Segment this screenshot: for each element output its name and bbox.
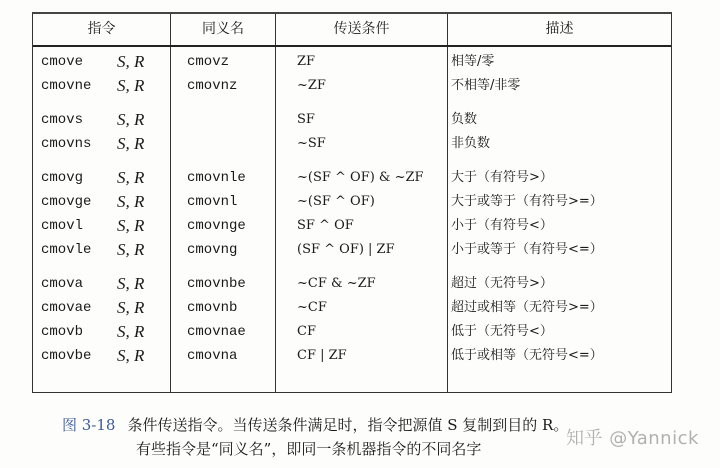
operands-cell: S, R	[117, 110, 145, 129]
instruction-table	[32, 12, 672, 393]
synonym-cell: cmovna	[187, 348, 238, 364]
figure-caption	[62, 413, 568, 461]
synonym-cell: cmovng	[187, 242, 238, 258]
condition-cell: (SF ^ OF) | ZF	[297, 242, 395, 257]
header-description: 描述	[545, 21, 574, 37]
operands-cell: S, R	[117, 134, 145, 153]
description-cell: 低于（无符号<）	[451, 324, 553, 339]
header-divider	[33, 45, 671, 47]
operands-cell: S, R	[117, 240, 145, 259]
description-cell: 小于（有符号<）	[451, 218, 553, 233]
condition-cell: ~CF & ~ZF	[297, 276, 376, 291]
instruction-cell: cmovbe	[41, 348, 92, 364]
table-row	[33, 74, 671, 98]
table-row	[33, 132, 671, 156]
synonym-cell: cmovnb	[187, 300, 238, 316]
header-instruction: 指令	[87, 21, 116, 37]
description-cell: 大于（有符号>）	[451, 170, 553, 185]
description-cell: 相等/零	[451, 54, 495, 69]
instruction-cell: cmovb	[41, 324, 84, 340]
instruction-cell: cmovns	[41, 136, 92, 152]
instruction-cell: cmovle	[41, 242, 92, 258]
table-row	[33, 214, 671, 238]
condition-cell: ~(SF ^ OF)	[297, 194, 375, 209]
condition-cell: CF | ZF	[297, 348, 347, 363]
condition-cell: ~ZF	[297, 78, 326, 93]
watermark: 知乎 @Yannick	[566, 428, 699, 449]
figure-label: 图 3-18	[62, 416, 116, 434]
description-cell: 非负数	[451, 136, 491, 151]
instruction-cell: cmova	[41, 276, 84, 292]
synonym-cell: cmovnz	[187, 78, 238, 94]
description-cell: 小于或等于（有符号<=）	[451, 242, 603, 257]
operands-cell: S, R	[117, 52, 145, 71]
header-condition: 传送条件	[333, 21, 390, 37]
operands-cell: S, R	[117, 168, 145, 187]
operands-cell: S, R	[117, 322, 145, 341]
table-row	[33, 166, 671, 190]
instruction-cell: cmovne	[41, 78, 92, 94]
instruction-cell: cmovs	[41, 112, 84, 128]
condition-cell: ZF	[297, 54, 316, 69]
instruction-cell: cmovl	[41, 218, 84, 234]
table-row	[33, 344, 671, 368]
table-row	[33, 272, 671, 296]
table-row	[33, 296, 671, 320]
operands-cell: S, R	[117, 216, 145, 235]
synonym-cell: cmovnge	[187, 218, 246, 234]
operands-cell: S, R	[117, 346, 145, 365]
synonym-cell: cmovnl	[187, 194, 238, 210]
synonym-cell: cmovnae	[187, 324, 246, 340]
operands-cell: S, R	[117, 298, 145, 317]
description-cell: 低于或相等（无符号<=）	[451, 348, 603, 363]
operands-cell: S, R	[117, 76, 145, 95]
condition-cell: ~(SF ^ OF) & ~ZF	[297, 170, 424, 185]
operands-cell: S, R	[117, 274, 145, 293]
description-cell: 大于或等于（有符号>=）	[451, 194, 603, 209]
table-row	[33, 190, 671, 214]
description-cell: 不相等/非零	[451, 78, 521, 93]
synonym-cell: cmovz	[187, 54, 230, 70]
instruction-cell: cmovg	[41, 170, 84, 186]
instruction-cell: cmove	[41, 54, 84, 70]
header-synonym: 同义名	[202, 21, 244, 37]
instruction-cell: cmovge	[41, 194, 92, 210]
caption-line-1: 条件传送指令。当传送条件满足时，指令把源值 S 复制到目的 R。	[127, 416, 569, 434]
condition-cell: SF	[297, 112, 315, 127]
caption-line-2: 有些指令是“同义名”，即同一条机器指令的不同名字	[136, 440, 482, 458]
condition-cell: ~CF	[297, 300, 327, 315]
instruction-cell: cmovae	[41, 300, 92, 316]
condition-cell: CF	[297, 324, 316, 339]
table-row	[33, 238, 671, 262]
synonym-cell: cmovnbe	[187, 276, 246, 292]
description-cell: 负数	[451, 112, 478, 127]
description-cell: 超过或相等（无符号>=）	[451, 300, 603, 315]
condition-cell: SF ^ OF	[297, 218, 354, 233]
description-cell: 超过（无符号>）	[451, 276, 553, 291]
synonym-cell: cmovnle	[187, 170, 246, 186]
table-row	[33, 320, 671, 344]
condition-cell: ~SF	[297, 136, 326, 151]
operands-cell: S, R	[117, 192, 145, 211]
table-row	[33, 50, 671, 74]
table-row	[33, 108, 671, 132]
